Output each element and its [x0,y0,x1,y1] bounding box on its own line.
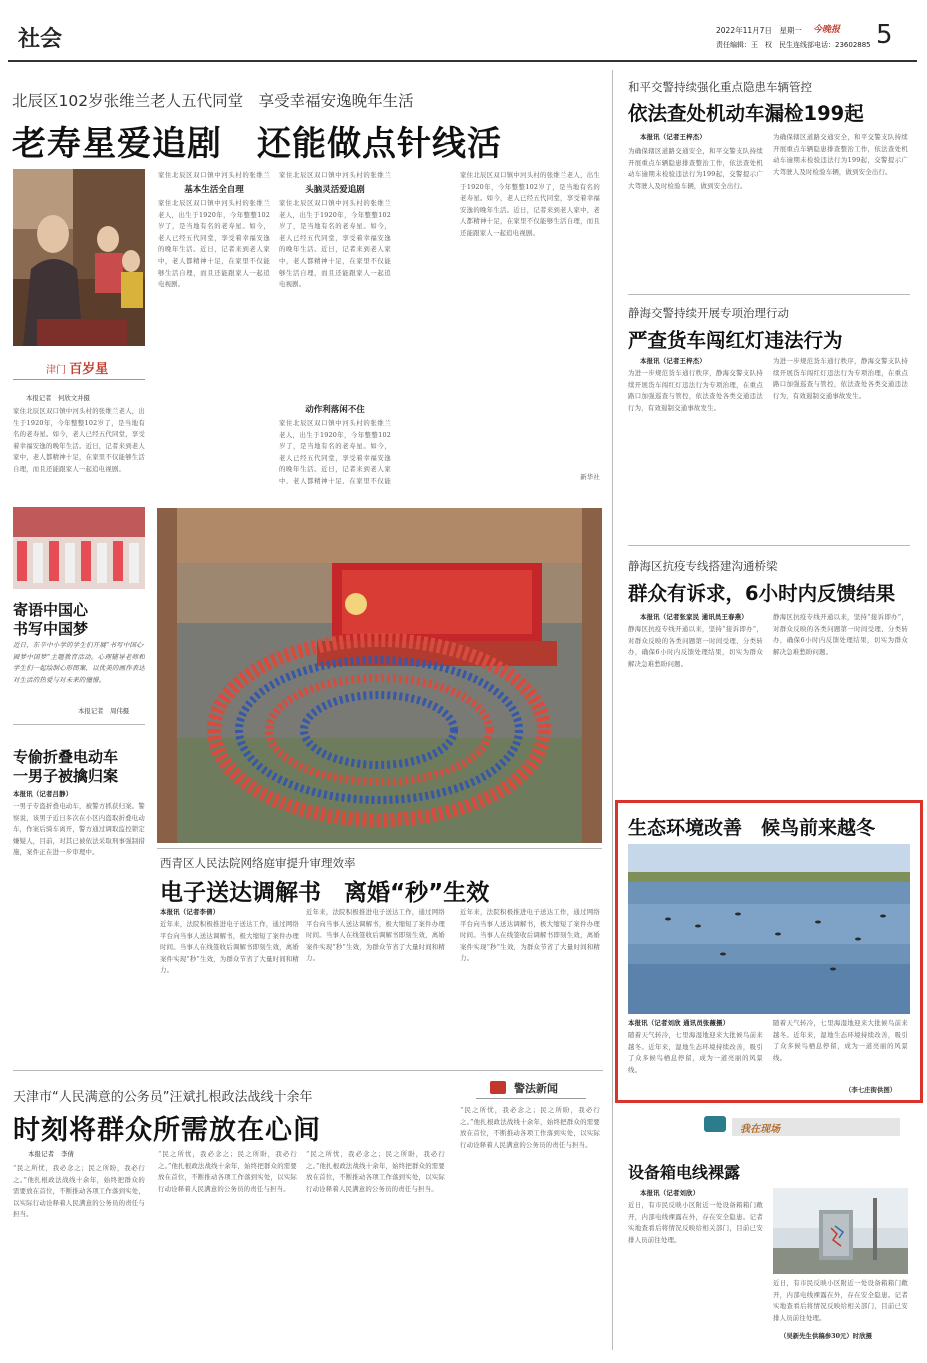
right-low-kicker: 静海区抗疫专线搭建沟通桥梁 [628,559,778,573]
right-low-byline: 本报讯（记者张家民 通讯员王春燕） [640,613,748,621]
right-mid-col-1 [628,368,763,526]
right-rule-1 [628,294,910,295]
police-news-label-box [476,1078,586,1099]
ps-text-1: “民之所忧，我必念之；民之所盼，我必行之。”他扎根政法战线十余年，始终把群众的需要放在首位，不断推动各项工作落到实处，以实际行动诠释着人民满意的公务员的责任与担当。 [13,1164,145,1219]
right-mid-kicker: 静海交警持续开展专项治理行动 [628,306,789,320]
right-mid-headline: 严查货车闯红灯违法行为 [628,329,843,352]
eco-col-2 [773,1018,908,1080]
eco-byline: 本报讯（记者刘欣 通讯员张薇摄） [628,1019,730,1027]
public-servant-byline: 本报记者 李倩 [28,1150,75,1158]
rt-text-2: 为确保辖区道路交通安全，和平交警支队持续开展重点车辆隐患排查整治工作，依法查处机动车逾期未检验违法行为199起，交警提示广大驾驶人及时检验车辆，做到安全出行。 [773,133,908,176]
eco-photo [628,844,910,1014]
lead-kicker: 北辰区102岁张维兰老人五代同堂 享受幸福安逸晚年生活 [12,92,414,110]
lead-col3-body: 家住北辰区双口镇中河头村的张维兰老人，出生于1920年，今年整整102岁了，是当地有名的老寿星。如今，老人已经五代同堂，享受着幸福安逸的晚年生活。近日，记者来到老人家中，老人都精神十足，在家里不仅能够生活自理，而且还能跟家人一起追电视剧。 [460,171,600,237]
police-news-label: 警法新闻 [514,1082,558,1095]
on-scene-credit: （吴新先生供稿参30元）时欣摄 [780,1332,872,1340]
masthead-rule [8,60,917,62]
masthead-paper: 今晚报 [813,25,841,35]
lead-body-col-3-end: 新华社 [580,473,600,481]
court-top-rule [157,848,602,849]
police-brief-body [13,801,145,1053]
lead-col2-body: 家住北辰区双口镇中河头村的张维兰老人，出生于1920年，今年整整102岁了，是当地有名的老寿星。如今，老人已经五代同堂，享受着幸福安逸的晚年生活。近日，记者来到老人家中，老人都精神十足，在家里不仅能够生活自理，而且还能跟家人一起追电视剧。 [279,199,391,289]
on-scene-headline: 设备箱电线裸露 [628,1163,741,1182]
eco-col-1 [628,1030,763,1096]
lead-byline: 本报记者 何欣文并摄 [26,394,90,402]
right-low-headline: 群众有诉求，6小时内反馈结果 [628,582,896,605]
masthead-editor: 责任编辑：王 权 民生连线部电话：23602885 [716,41,871,49]
feature-caption: 近日，东辛中小学的学生们开展“书写中国心·圆梦中国梦”主题教育活动。心理辅导老师和学生们一起绘制心形图案，以优美的画作表达对生活的热爱与对未来的憧憬。 [13,641,145,684]
left-rule-1 [13,724,145,725]
feature-headline-1: 寄语中国心 [13,601,89,619]
eco-text-2: 随着天气转冷，七里海湿地迎来大批候鸟前来越冬。近年来，湿地生态环境持续改善，吸引了众多候鸟栖息停留，成为一道亮丽的风景线。 [773,1019,908,1062]
lead-col1-body: 家住北辰区双口镇中河头村的张维兰老人，出生于1920年，今年整整102岁了，是当地有名的老寿星。如今，老人已经五代同堂，享受着幸福安逸的晚年生活。近日，记者来到老人家中，老人都精神十足，在家里不仅能够生活自理，而且还能跟家人一起追电视剧。 [158,199,270,289]
rt-text-1: 为确保辖区道路交通安全，和平交警支队持续开展重点车辆隐患排查整治工作，依法查处机动车逾期未检验违法行为199起，交警提示广大驾驶人及时检验车辆，做到安全出行。 [628,147,763,190]
right-mid-col-2 [773,356,908,526]
lead-col1-top: 家住北辰区双口镇中河头村的张维兰 [158,171,270,179]
rl-text-2: 静海区抗疫专线开通以来，坚持“接诉即办”，对群众反映的各类问题第一时间受理、分类转办，确保6小时内反馈处理结果，切实为群众解决急难愁盼问题。 [773,613,908,656]
lead-body-col-2 [279,170,391,182]
court-text-3: 近年来，法院积极推进电子送达工作，通过网络平台向当事人送达调解书，极大缩短了案件办理时间。当事人在线签收后调解书即刻生效，离婚案件实现“秒”生效，为群众节省了大量时间和精力。 [460,908,600,963]
lead-body-col-2b [279,198,391,398]
rm-text-1: 为进一步规范货车通行秩序，静海交警支队持续开展货车闯红灯违法行为专项治理，在重点路口加强巡查与管控，依法查处各类交通违法行为，有效遏制交通事故发生。 [628,369,763,412]
page-number: 5 [876,20,893,50]
court-col-3 [460,907,600,1053]
on-scene-photo [773,1188,908,1274]
column-tag [46,358,108,377]
lead-col2-body2: 家住北辰区双口镇中河头村的张维兰老人，出生于1920年，今年整整102岁了，是当地有名的老寿星。如今，老人已经五代同堂，享受着幸福安逸的晚年生活。近日，记者来到老人家中，老人都精神十足，在家里不仅能 [279,419,391,484]
court-headline: 电子送达调解书 离婚“秒”生效 [160,880,490,906]
right-top-headline: 依法查处机动车漏检199起 [628,102,864,125]
on-scene-label: 我在现场 [740,1124,780,1135]
right-top-byline: 本报讯（记者王梓杰） [640,133,706,141]
ps-text-4: “民之所忧，我必念之；民之所盼，我必行之。”他扎根政法战线十余年，始终把群众的需要放在首位，不断推动各项工作落到实处，以实际行动诠释着人民满意的公务员的责任与担当。 [460,1106,600,1149]
police-brief-byline: 本报讯（记者吕静） [13,790,73,798]
court-byline: 本报讯（记者李倩） [160,908,220,916]
main-photo [157,508,602,843]
on-scene-col-1 [628,1200,763,1350]
police-news-icon [490,1081,506,1094]
lead-col2-top: 家住北辰区双口镇中河头村的张维兰 [279,171,391,179]
police-brief-headline-1: 专偷折叠电动车 [13,748,119,766]
court-kicker: 西青区人民法院网络庭审提升审理效率 [160,856,356,870]
eco-text-1: 随着天气转冷，七里海湿地迎来大批候鸟前来越冬。近年来，湿地生态环境持续改善，吸引了众多候鸟栖息停留，成为一道亮丽的风景线。 [628,1031,763,1074]
court-text-2: 近年来，法院积极推进电子送达工作，通过网络平台向当事人送达调解书，极大缩短了案件办理时间。当事人在线签收后调解书即刻生效，离婚案件实现“秒”生效，为群众节省了大量时间和精力。 [306,908,445,963]
feature-headline-2: 书写中国梦 [13,620,89,638]
public-servant-headline: 时刻将群众所需放在心间 [13,1115,321,1146]
ps-text-3: “民之所忧，我必念之；民之所盼，我必行之。”他扎根政法战线十余年，始终把群众的需要放在首位，不断推动各项工作落到实处，以实际行动诠释着人民满意的公务员的责任与担当。 [306,1150,445,1193]
lead-body-col-2c [279,418,391,484]
eco-credit: （李七庄街供图） [845,1086,897,1094]
on-scene-byline: 本报讯（记者刘欣） [640,1189,700,1197]
public-servant-col-3 [306,1149,445,1345]
camera-icon [704,1116,726,1132]
public-servant-col-4 [460,1105,600,1345]
os-text-1: 近日，有市民反映小区附近一处设备箱箱门敞开，内部电线裸露在外，存在安全隐患。记者实地查看后将情况反映给相关部门，目前已安排人员前往处理。 [628,1201,763,1244]
on-scene-banner [628,1108,910,1146]
right-divider [612,70,613,1350]
lead-body-col-3 [460,170,600,470]
court-col-2 [306,907,445,1053]
right-low-col-2 [773,612,908,786]
right-top-col-1 [628,146,763,278]
court-text-1: 近年来，法院积极推进电子送达工作，通过网络平台向当事人送达调解书，极大缩短了案件办理时间。当事人在线签收后调解书即刻生效，离婚案件实现“秒”生效，为群众节省了大量时间和精力。 [160,920,299,975]
lead-subhead-1: 基本生活全自理 [184,185,244,195]
public-servant-kicker: 天津市“人民满意的公务员”汪斌扎根政法战线十余年 [13,1090,313,1105]
on-scene-col-2 [773,1278,908,1328]
lead-photo [13,169,145,346]
lead-subhead-3: 动作利落闲不住 [305,405,365,415]
police-brief-text: 一男子专盗折叠电动车，被警方抓获归案。警察说，该男子近日多次在小区内盗取折叠电动车，作案后骑车离开，警方通过调取监控锁定嫌疑人，目前，对其已被依法采取刑事强制措施，案件正在进一步审理中。 [13,802,145,857]
column-tag-name: 百岁星 [69,362,109,377]
lead-intro: 家住北辰区双口镇中河头村的张维兰老人，出生于1920年，今年整整102岁了，是当地有名的老寿星。如今，老人已经五代同堂，享受着幸福安逸的晚年生活。近日，记者来到老人家中，老人都精神十足，在家里不仅能够生活自理，而且还能跟家人一起追电视剧。 [13,407,145,473]
lead-body-col-1 [158,170,270,182]
right-top-col-2 [773,132,908,278]
feature-photo [13,507,145,589]
eco-headline: 生态环境改善 候鸟前来越冬 [628,817,876,839]
rl-text-1: 静海区抗疫专线开通以来，坚持“接诉即办”，对群众反映的各类问题第一时间受理、分类转办，确保6小时内反馈处理结果，切实为群众解决急难愁盼问题。 [628,625,763,668]
bottom-rule [13,1070,603,1071]
police-brief-headline-2: 一男子被擒归案 [13,767,119,785]
right-low-col-1 [628,624,763,786]
lead-body-col-1b [158,198,270,483]
right-top-kicker: 和平交警持续强化重点隐患车辆管控 [628,80,812,94]
rm-text-2: 为进一步规范货车通行秩序，静海交警支队持续开展货车闯红灯违法行为专项治理，在重点路口加强巡查与管控，依法查处各类交通违法行为，有效遏制交通事故发生。 [773,357,908,400]
column-tag-label: 津门 [46,365,66,376]
ps-text-2: “民之所忧，我必念之；民之所盼，我必行之。”他扎根政法战线十余年，始终把群众的需要放在首位，不断推动各项工作落到实处，以实际行动诠释着人民满意的公务员的责任与担当。 [158,1150,297,1193]
court-col-1 [160,919,299,1053]
lead-headline: 老寿星爱追剧 还能做点针线活 [12,124,502,164]
section-title: 社会 [18,27,63,52]
right-mid-byline: 本报讯（记者王梓杰） [640,357,706,365]
public-servant-col-2 [158,1149,297,1345]
masthead-date: 2022年11月7日 星期一 [716,26,802,35]
feature-credit: 本报记者 周伟摄 [78,707,130,715]
os-text-2: 近日，有市民反映小区附近一处设备箱箱门敞开，内部电线裸露在外，存在安全隐患。记者实地查看后将情况反映给相关部门，目前已安排人员前往处理。 [773,1279,908,1322]
column-tag-rule [13,379,145,380]
right-rule-2 [628,545,910,546]
public-servant-col-1 [13,1163,145,1345]
lead-subhead-2: 头脑灵活爱追剧 [305,185,365,195]
